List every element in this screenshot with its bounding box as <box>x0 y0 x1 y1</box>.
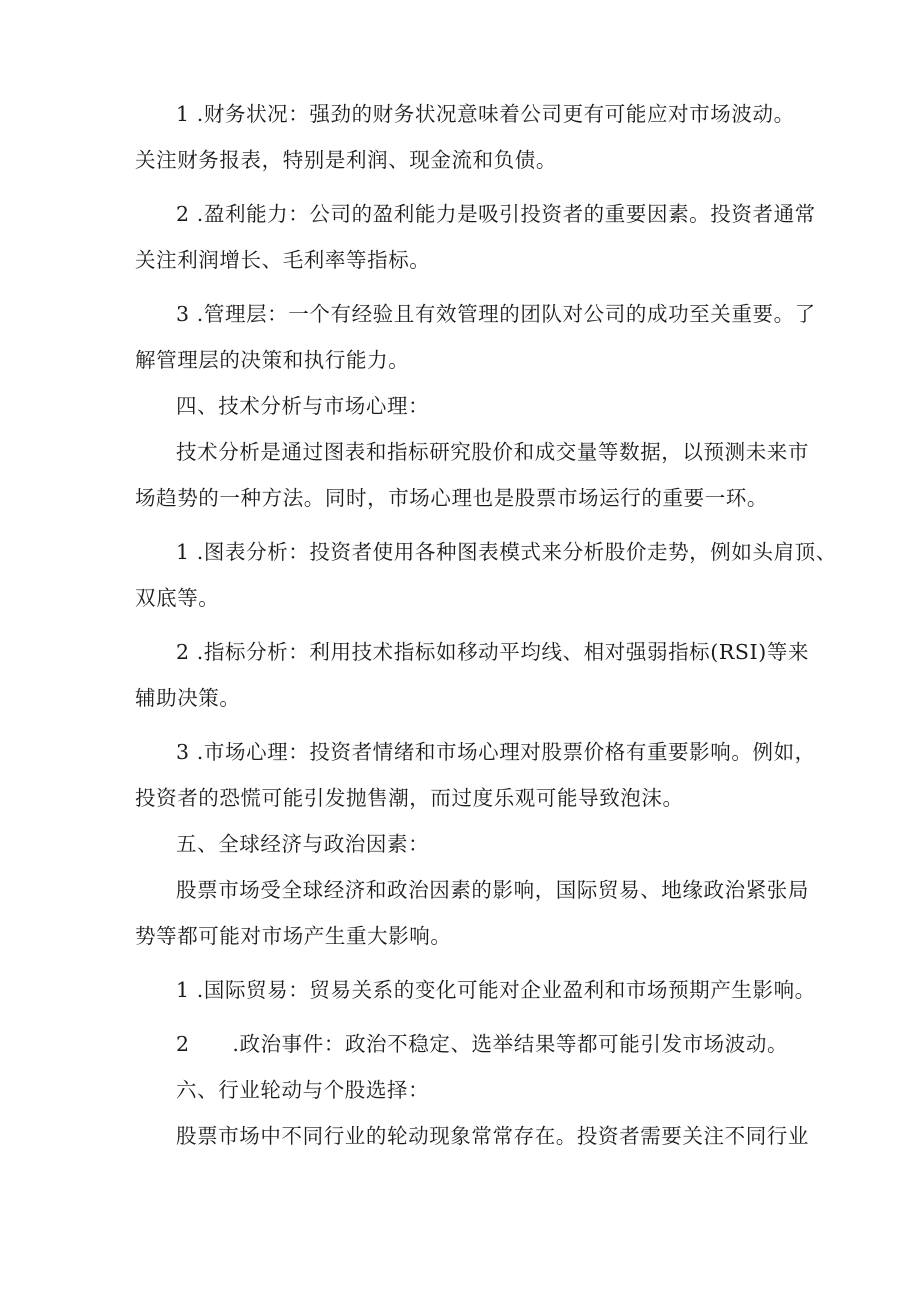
paragraph-line: 1 .国际贸易：贸易关系的变化可能对企业盈利和市场预期产生影响。 <box>176 978 816 1002</box>
section-heading: 四、技术分析与市场心理： <box>176 394 430 418</box>
paragraph-line: 技术分析是通过图表和指标研究股价和成交量等数据，以预测未来市 <box>176 440 809 464</box>
paragraph-line: 场趋势的一种方法。同时，市场心理也是股票市场运行的重要一环。 <box>135 486 768 510</box>
paragraph-line: 解管理层的决策和执行能力。 <box>135 348 410 372</box>
paragraph-line: 2 .盈利能力：公司的盈利能力是吸引投资者的重要因素。投资者通常 <box>176 202 816 226</box>
paragraph-line: 3 .市场心理：投资者情绪和市场心理对股票价格有重要影响。例如， <box>176 740 816 764</box>
paragraph-line: 3 .管理层：一个有经验且有效管理的团队对公司的成功至关重要。了 <box>176 302 816 326</box>
paragraph-line: 关注财务报表，特别是利润、现金流和负债。 <box>135 148 557 172</box>
paragraph-line: 股票市场中不同行业的轮动现象常常存在。投资者需要关注不同行业 <box>176 1124 809 1148</box>
paragraph-line: 2 .政治事件：政治不稳定、选举结果等都可能引发市场波动。 <box>176 1032 789 1056</box>
paragraph-line: 1 .财务状况：强劲的财务状况意味着公司更有可能应对市场波动。 <box>176 102 795 126</box>
paragraph-line: 双底等。 <box>135 586 220 610</box>
paragraph-line: 1 .图表分析：投资者使用各种图表模式来分析股价走势，例如头肩顶、 <box>176 540 837 564</box>
paragraph-line: 势等都可能对市场产生重大影响。 <box>135 924 452 948</box>
section-heading: 五、全球经济与政治因素： <box>176 832 430 856</box>
paragraph-line: 关注利润增长、毛利率等指标。 <box>135 248 431 272</box>
paragraph-line: 投资者的恐慌可能引发抛售潮，而过度乐观可能导致泡沫。 <box>135 786 684 810</box>
paragraph-line: 股票市场受全球经济和政治因素的影响，国际贸易、地缘政治紧张局 <box>176 878 809 902</box>
section-heading: 六、行业轮动与个股选择： <box>176 1078 430 1102</box>
paragraph-line: 辅助决策。 <box>135 686 241 710</box>
paragraph-line: 2 .指标分析：利用技术指标如移动平均线、相对强弱指标(RSI)等来 <box>176 640 810 664</box>
